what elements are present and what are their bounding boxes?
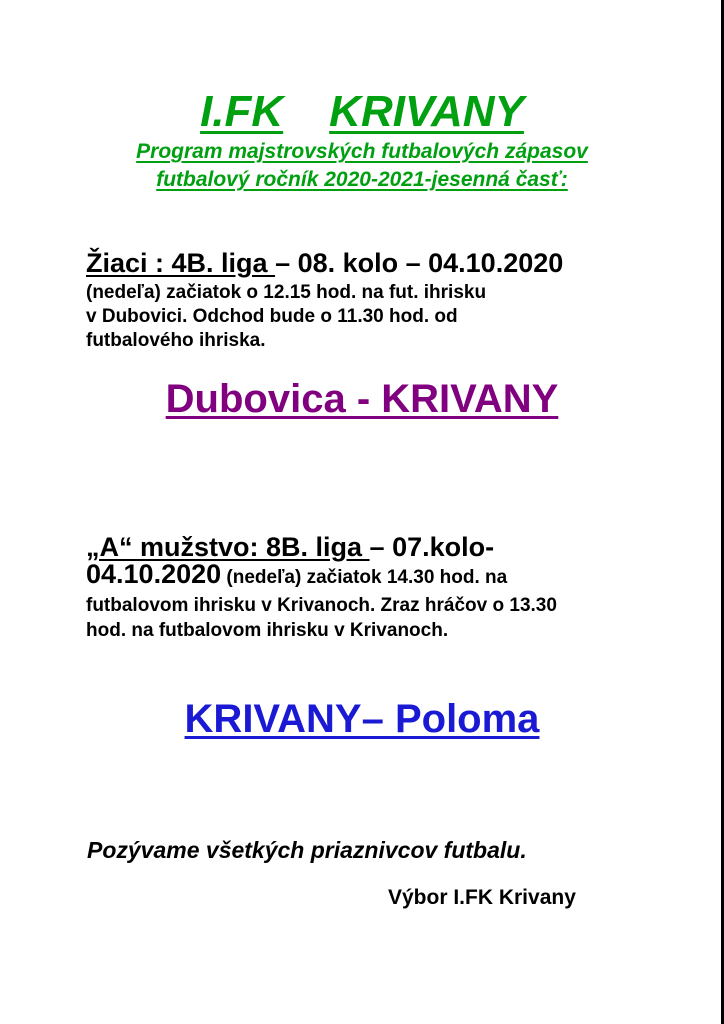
senior-heading-league: „A“ mužstvo: 8B. liga: [86, 532, 370, 562]
senior-detail-line2: futbalovom ihrisku v Krivanoch. Zraz hráčov o 13.30: [86, 595, 557, 616]
invitation-text: Pozývame všetkých priaznivcov futbalu.: [87, 837, 527, 863]
club-title-right: KRIVANY: [329, 87, 524, 136]
senior-detail-line3: hod. na futbalovom ihrisku v Krivanoch.: [86, 620, 449, 641]
senior-match: KRIVANY– Poloma: [184, 697, 540, 741]
program-subtitle-line1: Program majstrovských futbalových zápasov: [136, 140, 588, 163]
youth-detail-line1: (nedeľa) začiatok o 12.15 hod. na fut. ihrisku: [86, 282, 487, 303]
senior-date: 04.10.2020: [86, 559, 222, 589]
youth-detail-line2: v Dubovici. Odchod bude o 11.30 hod. od: [86, 306, 458, 327]
senior-detail-line1: [86, 559, 508, 589]
senior-heading-round: – 07.kolo-: [369, 532, 495, 562]
youth-detail-line3: futbalového ihriska.: [86, 330, 266, 351]
youth-match: Dubovica - KRIVANY: [165, 377, 559, 421]
program-subtitle-line2: futbalový ročník 2020-2021-jesenná časť:: [156, 168, 568, 191]
club-title: [0, 86, 724, 138]
youth-heading-round: – 08. kolo – 04.10.2020: [275, 248, 564, 278]
youth-heading-league: Žiaci : 4B. liga: [86, 248, 276, 278]
senior-start-time: (nedeľa) začiatok 14.30 hod. na: [221, 567, 508, 588]
youth-heading: [86, 246, 563, 280]
club-title-left: I.FK: [200, 87, 284, 136]
signature: Výbor I.FK Krivany: [388, 886, 576, 909]
